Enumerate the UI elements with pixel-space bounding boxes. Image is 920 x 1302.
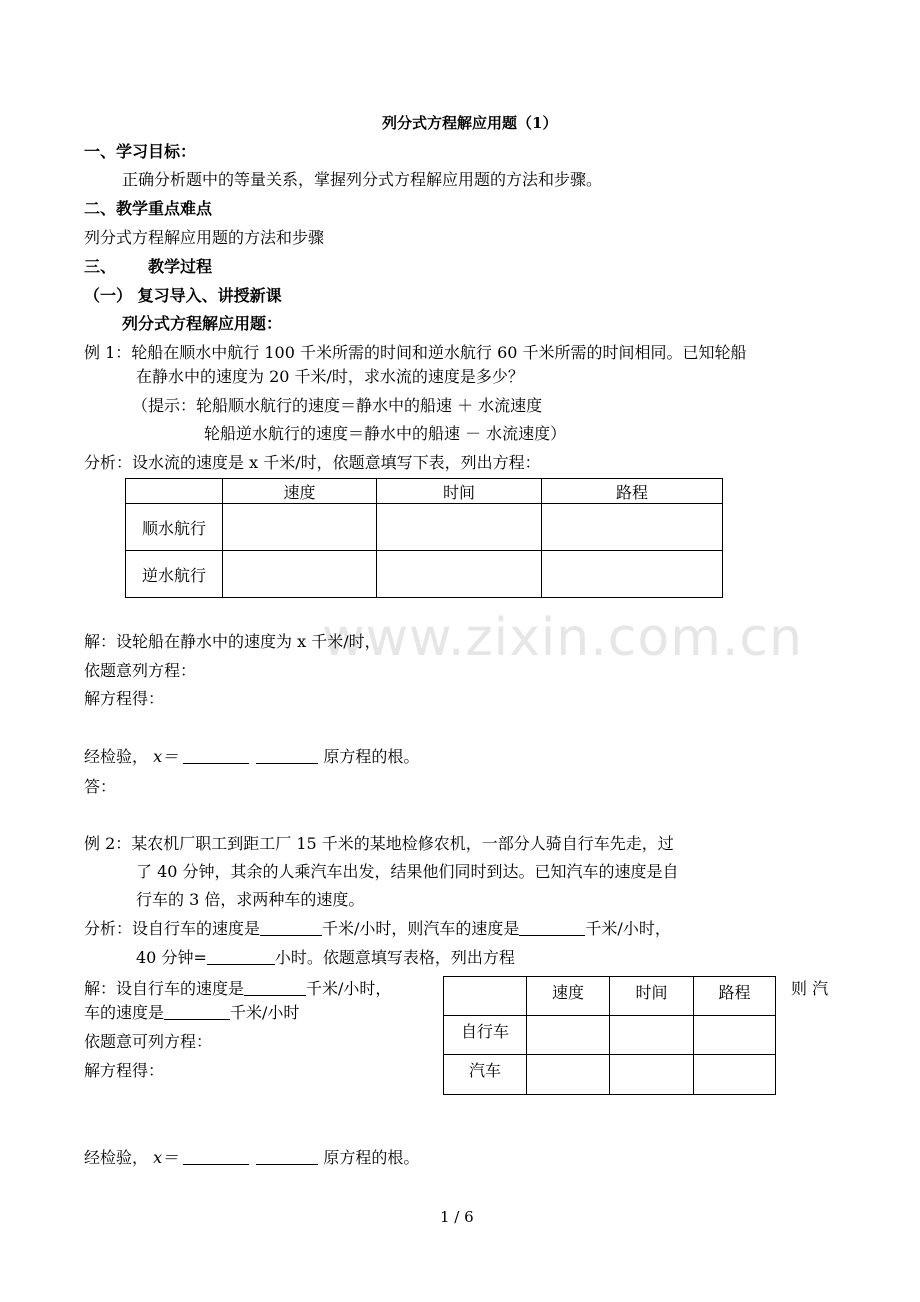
section-1-heading: 一、学习目标： — [84, 142, 197, 161]
answer-blank[interactable] — [244, 979, 306, 996]
example-1-solution-1: 解：设轮船在静水中的速度为 x 千米/时， — [84, 632, 381, 651]
section-3-heading: 教学过程 — [148, 257, 213, 276]
example-2-table — [443, 976, 776, 1095]
table-cell[interactable] — [542, 504, 723, 551]
table-header-cell — [126, 479, 223, 504]
answer-blank[interactable] — [256, 1148, 318, 1165]
answer-blank[interactable] — [183, 747, 249, 764]
table-cell[interactable] — [223, 504, 377, 551]
example-1-analysis: 分析：设水流的速度是 x 千米/时，依题意填写下表，列出方程： — [84, 453, 541, 472]
example-2-analysis-1 — [84, 919, 671, 939]
table-header-cell: 时间 — [610, 977, 694, 1016]
subsection-1-title: 列分式方程解应用题： — [122, 314, 283, 333]
table-header-cell: 时间 — [377, 479, 542, 504]
table-header-cell — [444, 977, 527, 1016]
example-2-solution-2 — [84, 1003, 299, 1023]
example-2-line-3: 行车的 3 倍，求两种车的速度。 — [136, 890, 365, 909]
table-row-label: 自行车 — [444, 1016, 527, 1055]
table-row — [126, 551, 723, 598]
table-cell[interactable] — [377, 551, 542, 598]
section-2-heading: 二、教学重点难点 — [84, 199, 213, 218]
example-1-check — [84, 747, 419, 767]
text: 小时。依题意填写表格，列出方程 — [274, 948, 515, 967]
table-header-cell: 速度 — [223, 479, 377, 504]
example-2-analysis-2 — [136, 948, 515, 968]
check-variable: x＝ — [153, 747, 179, 766]
table-row-label: 逆水航行 — [126, 551, 223, 598]
table-cell[interactable] — [527, 1016, 610, 1055]
table-cell[interactable] — [610, 1016, 694, 1055]
table-header-cell: 路程 — [542, 479, 723, 504]
section-1-text: 正确分析题中的等量关系，掌握列分式方程解应用题的方法和步骤。 — [122, 170, 603, 189]
text: 40 分钟= — [136, 948, 207, 967]
check-prefix: 经检验， — [84, 1148, 149, 1167]
table-cell[interactable] — [527, 1055, 610, 1095]
text: 千米/小时， — [585, 919, 671, 938]
table-row-label: 顺水航行 — [126, 504, 223, 551]
example-1-answer: 答： — [84, 777, 117, 796]
section-3-number: 三、 — [84, 257, 117, 276]
example-2-solution-1-tail: 则 汽 — [791, 979, 829, 998]
subsection-1-heading: （一） 复习导入、讲授新课 — [84, 286, 282, 305]
example-1-hint-2: 轮船逆水航行的速度＝静水中的船速 － 水流速度） — [204, 424, 567, 443]
page-number: 1 / 6 — [440, 1208, 474, 1226]
example-1-hint-1: （提示：轮船顺水航行的速度＝静水中的船速 ＋ 水流速度 — [132, 396, 543, 415]
check-suffix: 原方程的根。 — [323, 1148, 420, 1167]
table-cell[interactable] — [223, 551, 377, 598]
text: 分析：设自行车的速度是 — [84, 919, 261, 938]
answer-blank[interactable] — [256, 747, 318, 764]
answer-blank[interactable] — [260, 919, 322, 936]
section-2-text: 列分式方程解应用题的方法和步骤 — [84, 228, 325, 247]
example-2-check — [84, 1148, 419, 1168]
table-row — [126, 504, 723, 551]
table-cell[interactable] — [542, 551, 723, 598]
table-row-label: 汽车 — [444, 1055, 527, 1095]
answer-blank[interactable] — [183, 1148, 249, 1165]
example-2-line-1: 例 2：某农机厂职工到距工厂 15 千米的某地检修农机，一部分人骑自行车先走，过 — [84, 834, 674, 853]
answer-blank[interactable] — [519, 919, 585, 936]
table-cell[interactable] — [694, 1055, 776, 1095]
text: 千米/小时，则汽车的速度是 — [322, 919, 520, 938]
table-row — [444, 1055, 776, 1095]
page-title: 列分式方程解应用题（1） — [382, 114, 558, 132]
example-2-solution-3: 依题意可列方程： — [84, 1032, 213, 1051]
example-2-solution-4: 解方程得： — [84, 1061, 165, 1080]
text: 车的速度是 — [84, 1003, 165, 1022]
watermark: www.zixin.com.cn — [322, 608, 803, 668]
table-header-cell: 路程 — [694, 977, 776, 1016]
example-2-solution-1 — [84, 979, 391, 999]
example-1-table — [125, 478, 723, 598]
check-variable: x＝ — [153, 1148, 179, 1167]
answer-blank[interactable] — [207, 948, 275, 965]
example-1-line-2: 在静水中的速度为 20 千米/时，求水流的速度是多少？ — [136, 367, 524, 386]
example-1-line-1: 例 1：轮船在顺水中航行 100 千米所需的时间和逆水航行 60 千米所需的时间相同。已知轮船 — [84, 343, 747, 362]
example-1-solution-2: 依题意列方程： — [84, 661, 197, 680]
table-cell[interactable] — [377, 504, 542, 551]
answer-blank[interactable] — [164, 1003, 230, 1020]
text: 千米/小时， — [306, 979, 392, 998]
table-header-cell: 速度 — [527, 977, 610, 1016]
example-1-solution-3: 解方程得： — [84, 689, 165, 708]
example-2-line-2: 了 40 分钟，其余的人乘汽车出发，结果他们同时到达。已知汽车的速度是自 — [136, 862, 679, 881]
check-prefix: 经检验， — [84, 747, 149, 766]
text: 千米/小时 — [230, 1003, 300, 1022]
table-cell[interactable] — [610, 1055, 694, 1095]
text: 解：设自行车的速度是 — [84, 979, 245, 998]
check-suffix: 原方程的根。 — [323, 747, 420, 766]
table-cell[interactable] — [694, 1016, 776, 1055]
table-row — [444, 1016, 776, 1055]
